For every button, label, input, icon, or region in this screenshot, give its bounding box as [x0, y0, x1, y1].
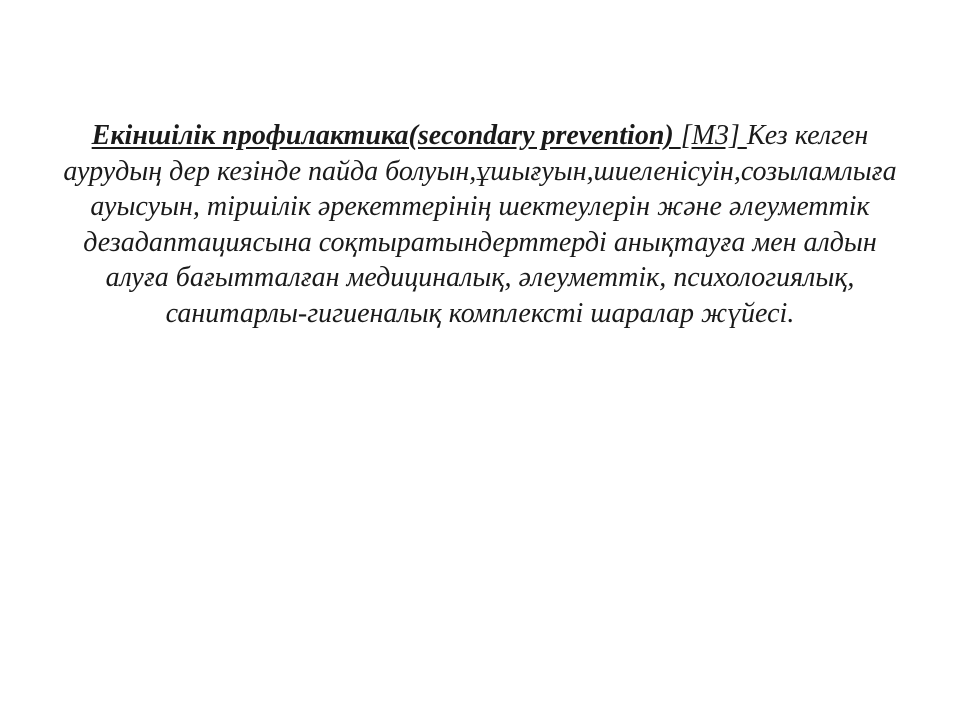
- definition-reference: [М3]: [680, 120, 747, 151]
- definition-body: Кез келген аурудың дер кезінде пайда болуын,ұшығуын,шиеленісуін,созыламлыға ауысуын, тіршілік әрекеттерінің шектеулерін және әлеуметтік дезадаптациясына соқтыратындерттерді анықтауға мен алдын алуға бағытталған медициналық, әлеуметтік, психологиялық, санитарлы-гигиеналық комплексті шаралар жүйесі.: [63, 120, 897, 329]
- definition-paragraph: [62, 118, 898, 331]
- definition-term: Екіншілік профилактика(secondary prevention): [91, 120, 681, 151]
